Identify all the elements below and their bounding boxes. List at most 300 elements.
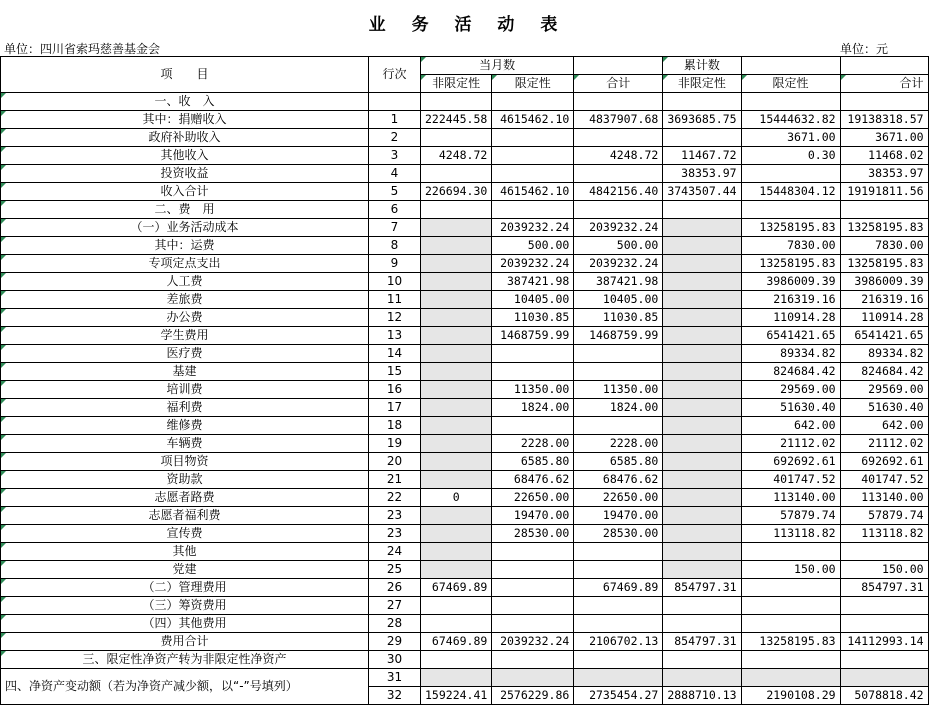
row-line-number[interactable]: 2 [369,129,421,147]
cell-c-tot[interactable]: 14112993.14 [840,633,928,651]
row-item[interactable]: 其中：捐赠收入 [1,111,369,129]
cell-c-tot[interactable] [840,615,928,633]
row-item[interactable]: 宣传费 [1,525,369,543]
header-line[interactable]: 行次 [369,57,421,93]
row-line-number[interactable]: 7 [369,219,421,237]
cell-m-tot[interactable] [574,345,663,363]
cell-c-tot[interactable]: 216319.16 [840,291,928,309]
row-item[interactable]: 人工费 [1,273,369,291]
cell-m-re[interactable]: 2039232.24 [492,219,574,237]
cell-m-tot[interactable]: 19470.00 [574,507,663,525]
cell-m-un[interactable] [421,507,492,525]
cell-c-un[interactable] [663,327,741,345]
cell-c-un[interactable] [663,93,741,111]
cell-c-un[interactable] [663,507,741,525]
cell-c-re[interactable]: 13258195.83 [741,633,840,651]
row-item[interactable]: 项目物资 [1,453,369,471]
cell-m-un[interactable]: 0 [421,489,492,507]
table-row [1,255,929,273]
cell-c-re[interactable] [741,165,840,183]
cell-m-un[interactable] [421,363,492,381]
cell-m-un[interactable] [421,201,492,219]
cell-m-tot[interactable]: 4248.72 [574,147,663,165]
header-cumulative-restricted[interactable]: 限定性 [741,75,840,93]
cell-c-tot[interactable]: 7830.00 [840,237,928,255]
cell-c-tot[interactable] [840,93,928,111]
cell-m-re[interactable] [492,651,574,669]
cell-m-re[interactable] [492,597,574,615]
table-row [1,345,929,363]
cell-c-un[interactable] [663,489,741,507]
row-line-number[interactable]: 14 [369,345,421,363]
cell-c-re[interactable]: 13258195.83 [741,219,840,237]
row-item[interactable]: 一、收 入 [1,93,369,111]
table-row [1,471,929,489]
net-change-body [1,669,929,705]
row-item[interactable]: 维修费 [1,417,369,435]
table-row [1,327,929,345]
table-row [1,237,929,255]
cell-m-un[interactable]: 4248.72 [421,147,492,165]
cell-m-un[interactable] [421,237,492,255]
row-item[interactable]: （一）业务活动成本 [1,219,369,237]
row-item[interactable]: （三）筹资费用 [1,597,369,615]
header-cumulative[interactable]: 累计数 [663,57,741,75]
cell-m-re[interactable] [492,165,574,183]
cell-c-un[interactable] [663,219,741,237]
cell-m-re[interactable]: 1468759.99 [492,327,574,345]
cell-c-re[interactable] [741,651,840,669]
cell-m-tot[interactable] [574,597,663,615]
cell-c-tot[interactable]: 19138318.57 [840,111,928,129]
cell-c-re[interactable]: 692692.61 [741,453,840,471]
net-change-line-a[interactable]: 31 [369,669,421,687]
cell-m-tot[interactable]: 28530.00 [574,525,663,543]
cell-c-un[interactable] [663,237,741,255]
table-row [1,201,929,219]
cell-c-re[interactable]: 89334.82 [741,345,840,363]
cell-m-un[interactable] [421,597,492,615]
cell-m-tot[interactable]: 2039232.24 [574,219,663,237]
cell-m-tot[interactable]: 387421.98 [574,273,663,291]
cell-m-re[interactable] [492,579,574,597]
cell-m-tot[interactable]: 68476.62 [574,471,663,489]
cell-m-un[interactable] [421,543,492,561]
row-item[interactable]: 收入合计 [1,183,369,201]
cell-c-tot[interactable]: 89334.82 [840,345,928,363]
cell-m-un[interactable] [421,399,492,417]
cell-c-un[interactable] [663,399,741,417]
cell-c-tot[interactable]: 13258195.83 [840,255,928,273]
cell-m-un[interactable] [421,93,492,111]
cell-c-tot[interactable]: 110914.28 [840,309,928,327]
cell-m-re[interactable]: 11350.00 [492,381,574,399]
net-change-line-b[interactable]: 32 [369,687,421,705]
row-line-number[interactable]: 10 [369,273,421,291]
cell-c-un[interactable] [663,273,741,291]
table-row [1,129,929,147]
cell-m-re[interactable] [492,615,574,633]
row-item[interactable]: 其他收入 [1,147,369,165]
cell-c-re[interactable]: 3671.00 [741,129,840,147]
row-item[interactable]: 医疗费 [1,345,369,363]
cell-c-re[interactable]: 21112.02 [741,435,840,453]
row-item[interactable]: 费用合计 [1,633,369,651]
cell-m-un[interactable] [421,561,492,579]
row-line-number[interactable]: 13 [369,327,421,345]
cell-c-un[interactable] [663,525,741,543]
cell-c-un[interactable] [663,453,741,471]
net-change-cumulative-total[interactable]: 5078818.42 [840,687,928,705]
currency-unit: 单位：元 [840,42,889,56]
cell-c-tot[interactable]: 3986009.39 [840,273,928,291]
row-line-number[interactable]: 19 [369,435,421,453]
cell-m-re[interactable] [492,147,574,165]
cell-m-re[interactable]: 6585.80 [492,453,574,471]
cell-c-un[interactable] [663,435,741,453]
cell-c-un[interactable] [663,615,741,633]
row-item[interactable]: 投资收益 [1,165,369,183]
table-row [1,435,929,453]
cell-c-re[interactable]: 113118.82 [741,525,840,543]
cell-c-un[interactable] [663,561,741,579]
cell-c-re[interactable]: 51630.40 [741,399,840,417]
cell-c-tot[interactable]: 29569.00 [840,381,928,399]
cell-c-re[interactable] [741,93,840,111]
cell-c-un[interactable] [663,417,741,435]
cell-m-un[interactable] [421,219,492,237]
cell-c-tot[interactable]: 642.00 [840,417,928,435]
row-line-number[interactable]: 26 [369,579,421,597]
cell-c-un[interactable] [663,651,741,669]
table-row [1,561,929,579]
row-line-number[interactable]: 30 [369,651,421,669]
row-line-number[interactable]: 17 [369,399,421,417]
table-row [1,579,929,597]
cell-m-tot[interactable] [574,561,663,579]
cell-c-re[interactable]: 29569.00 [741,381,840,399]
cell-c-un[interactable] [663,363,741,381]
cell-c-tot[interactable] [840,201,928,219]
cell-c-re[interactable] [741,615,840,633]
row-line-number[interactable]: 9 [369,255,421,273]
cell-c-un[interactable]: 11467.72 [663,147,741,165]
row-line-number[interactable]: 12 [369,309,421,327]
cell-m-un[interactable] [421,165,492,183]
cell-m-un[interactable] [421,345,492,363]
cell-m-un[interactable] [421,309,492,327]
row-line-number[interactable] [369,93,421,111]
cell-m-re[interactable] [492,93,574,111]
cell-m-tot[interactable] [574,129,663,147]
row-line-number[interactable]: 25 [369,561,421,579]
cell-m-tot[interactable]: 4842156.40 [574,183,663,201]
row-item[interactable]: 培训费 [1,381,369,399]
cell-m-tot[interactable]: 67469.89 [574,579,663,597]
row-item[interactable]: 专项定点支出 [1,255,369,273]
cell-c-un[interactable] [663,255,741,273]
cell-c-re[interactable]: 401747.52 [741,471,840,489]
row-line-number[interactable]: 16 [369,381,421,399]
table-row [1,633,929,651]
table-row [1,93,929,111]
cell-m-re[interactable]: 1824.00 [492,399,574,417]
cell-c-re[interactable]: 150.00 [741,561,840,579]
cell-m-re[interactable]: 4615462.10 [492,111,574,129]
cell-c-tot[interactable]: 692692.61 [840,453,928,471]
activity-table [0,38,929,705]
row-item[interactable]: 学生费用 [1,327,369,345]
row-line-number[interactable]: 24 [369,543,421,561]
activity-sheet [0,38,929,705]
table-row [1,507,929,525]
row-line-number[interactable]: 27 [369,597,421,615]
cell-c-re[interactable] [741,579,840,597]
row-item[interactable]: 资助款 [1,471,369,489]
cell-c-un[interactable]: 38353.97 [663,165,741,183]
cell-m-re[interactable] [492,417,574,435]
header-month[interactable]: 当月数 [421,57,574,75]
row-line-number[interactable]: 1 [369,111,421,129]
cell-m-un[interactable]: 222445.58 [421,111,492,129]
row-line-number[interactable]: 15 [369,363,421,381]
cell-c-re[interactable]: 642.00 [741,417,840,435]
cell-c-tot[interactable]: 38353.97 [840,165,928,183]
row-item[interactable]: 其中：运费 [1,237,369,255]
cell-m-re[interactable] [492,201,574,219]
header-item[interactable]: 项 目 [1,57,369,93]
cell-c-un[interactable]: 3743507.44 [663,183,741,201]
cell-m-re[interactable]: 10405.00 [492,291,574,309]
cell-c-tot[interactable] [840,543,928,561]
cell-c-un[interactable] [663,597,741,615]
cell-c-tot[interactable]: 3671.00 [840,129,928,147]
cell-m-tot[interactable]: 2039232.24 [574,255,663,273]
table-row [1,543,929,561]
row-line-number[interactable]: 4 [369,165,421,183]
cell-c-tot[interactable] [840,651,928,669]
cell-m-tot[interactable] [574,93,663,111]
organization-unit: 单位：四川省索玛慈善基金会 [4,42,161,56]
cell-c-tot[interactable]: 113118.82 [840,525,928,543]
row-item[interactable]: 福利费 [1,399,369,417]
cell-c-un[interactable] [663,381,741,399]
row-line-number[interactable]: 20 [369,453,421,471]
cell-m-tot[interactable]: 500.00 [574,237,663,255]
cell-m-tot[interactable]: 1824.00 [574,399,663,417]
cell-c-tot[interactable]: 824684.42 [840,363,928,381]
row-item[interactable]: 志愿者路费 [1,489,369,507]
cell-m-tot[interactable]: 11030.85 [574,309,663,327]
cell-c-re[interactable] [741,597,840,615]
cell-c-tot[interactable]: 13258195.83 [840,219,928,237]
cell-c-re[interactable]: 57879.74 [741,507,840,525]
cell-m-un[interactable] [421,291,492,309]
cell-m-un[interactable] [421,471,492,489]
cell-m-re[interactable] [492,561,574,579]
cell-c-un[interactable]: 3693685.75 [663,111,741,129]
cell-c-re[interactable]: 216319.16 [741,291,840,309]
row-item[interactable]: 政府补助收入 [1,129,369,147]
row-line-number[interactable]: 5 [369,183,421,201]
table-row [1,165,929,183]
cell-m-tot[interactable] [574,201,663,219]
cell-m-un[interactable] [421,525,492,543]
cell-c-tot[interactable] [840,597,928,615]
cell-c-un[interactable] [663,201,741,219]
cell-c-tot[interactable]: 57879.74 [840,507,928,525]
cell-c-tot[interactable]: 854797.31 [840,579,928,597]
cell-m-re[interactable] [492,345,574,363]
cell-c-re[interactable]: 15444632.82 [741,111,840,129]
cell-c-tot[interactable]: 19191811.56 [840,183,928,201]
cell-c-un[interactable] [663,291,741,309]
cell-c-tot[interactable]: 51630.40 [840,399,928,417]
cell-m-un[interactable] [421,651,492,669]
cell-m-tot[interactable]: 4837907.68 [574,111,663,129]
unit-row [1,38,929,57]
row-item[interactable]: 差旅费 [1,291,369,309]
cell-m-un[interactable]: 67469.89 [421,633,492,651]
cell-m-re[interactable]: 2039232.24 [492,255,574,273]
cell-m-re[interactable]: 387421.98 [492,273,574,291]
net-change-cumulative-restricted[interactable]: 2190108.29 [741,687,840,705]
net-change-month-total[interactable]: 2735454.27 [574,687,663,705]
cell-m-un[interactable] [421,129,492,147]
cell-m-tot[interactable] [574,165,663,183]
cell-c-un[interactable] [663,345,741,363]
cell-c-tot[interactable]: 113140.00 [840,489,928,507]
header-month-restricted[interactable]: 限定性 [492,75,574,93]
row-line-number[interactable]: 8 [369,237,421,255]
cell-c-re[interactable]: 113140.00 [741,489,840,507]
cell-c-tot[interactable]: 150.00 [840,561,928,579]
cell-m-tot[interactable] [574,363,663,381]
cell-c-re[interactable]: 13258195.83 [741,255,840,273]
row-item[interactable]: 志愿者福利费 [1,507,369,525]
table-row [1,309,929,327]
cell-m-un[interactable] [421,255,492,273]
cell-m-un[interactable] [421,453,492,471]
cell-c-un[interactable] [663,309,741,327]
row-item[interactable]: （二）管理费用 [1,579,369,597]
row-item[interactable]: 其他 [1,543,369,561]
row-line-number[interactable]: 28 [369,615,421,633]
cell-m-re[interactable]: 11030.85 [492,309,574,327]
cell-m-re[interactable]: 19470.00 [492,507,574,525]
cell-m-re[interactable]: 2228.00 [492,435,574,453]
cell-m-tot[interactable]: 10405.00 [574,291,663,309]
cell-c-tot[interactable]: 401747.52 [840,471,928,489]
cell-m-un[interactable] [421,381,492,399]
cell-m-re[interactable]: 2039232.24 [492,633,574,651]
net-change-label[interactable]: 四、净资产变动额（若为净资产减少额，以“-”号填列） [1,669,369,705]
cell-m-tot[interactable] [574,615,663,633]
row-item[interactable]: 二、费 用 [1,201,369,219]
header-cumulative-unrestricted[interactable]: 非限定性 [663,75,741,93]
row-line-number[interactable]: 18 [369,417,421,435]
cell-m-re[interactable]: 68476.62 [492,471,574,489]
cell-m-tot[interactable]: 2228.00 [574,435,663,453]
cell-c-un[interactable] [663,471,741,489]
row-item[interactable]: 办公费 [1,309,369,327]
header-cumulative-total[interactable]: 合计 [840,75,928,93]
cell-m-re[interactable]: 500.00 [492,237,574,255]
cell-c-re[interactable]: 110914.28 [741,309,840,327]
row-item[interactable]: 基建 [1,363,369,381]
cell-c-tot[interactable]: 21112.02 [840,435,928,453]
row-item[interactable]: 车辆费 [1,435,369,453]
row-item[interactable]: 党建 [1,561,369,579]
cell-m-tot[interactable]: 2106702.13 [574,633,663,651]
row-line-number[interactable]: 23 [369,525,421,543]
cell-c-re[interactable]: 7830.00 [741,237,840,255]
row-line-number[interactable]: 22 [369,489,421,507]
cell-m-un[interactable] [421,327,492,345]
cell-c-re[interactable]: 3986009.39 [741,273,840,291]
cell-c-un[interactable] [663,129,741,147]
cell-c-un[interactable]: 854797.31 [663,579,741,597]
table-body [1,38,929,93]
cell-m-un[interactable]: 67469.89 [421,579,492,597]
row-line-number[interactable]: 21 [369,471,421,489]
cell-m-re[interactable] [492,129,574,147]
cell-c-re[interactable]: 15448304.12 [741,183,840,201]
cell-m-tot[interactable]: 11350.00 [574,381,663,399]
cell-c-tot[interactable]: 11468.02 [840,147,928,165]
cell-m-re[interactable]: 22650.00 [492,489,574,507]
cell-c-tot[interactable]: 6541421.65 [840,327,928,345]
cell-c-re[interactable]: 0.30 [741,147,840,165]
row-line-number[interactable]: 6 [369,201,421,219]
row-item[interactable]: 三、限定性净资产转为非限定性净资产 [1,651,369,669]
cell-c-un[interactable]: 854797.31 [663,633,741,651]
cell-m-un[interactable] [421,273,492,291]
net-change-month-unrestricted[interactable]: 159224.41 [421,687,492,705]
cell-m-re[interactable]: 4615462.10 [492,183,574,201]
net-change-month-restricted[interactable]: 2576229.86 [492,687,574,705]
cell-m-un[interactable] [421,615,492,633]
row-line-number[interactable]: 11 [369,291,421,309]
cell-m-re[interactable]: 28530.00 [492,525,574,543]
cell-c-re[interactable] [741,543,840,561]
cell-m-tot[interactable]: 1468759.99 [574,327,663,345]
cell-c-re[interactable] [741,201,840,219]
cell-c-re[interactable]: 6541421.65 [741,327,840,345]
cell-c-re[interactable]: 824684.42 [741,363,840,381]
net-change-cumulative-unrestricted[interactable]: 2888710.13 [663,687,741,705]
table-row [1,219,929,237]
row-line-number[interactable]: 23 [369,507,421,525]
row-line-number[interactable]: 29 [369,633,421,651]
cell-m-tot[interactable] [574,417,663,435]
table-row [1,489,929,507]
cell-c-un[interactable] [663,543,741,561]
cell-m-re[interactable] [492,363,574,381]
row-item[interactable]: （四）其他费用 [1,615,369,633]
cell-m-tot[interactable] [574,543,663,561]
cell-m-re[interactable] [492,543,574,561]
cell-m-un[interactable] [421,435,492,453]
cell-m-un[interactable]: 226694.30 [421,183,492,201]
cell-m-tot[interactable]: 22650.00 [574,489,663,507]
cell-m-tot[interactable]: 6585.80 [574,453,663,471]
cell-m-un[interactable] [421,417,492,435]
header-month-unrestricted[interactable]: 非限定性 [421,75,492,93]
row-line-number[interactable]: 3 [369,147,421,165]
header-month-total[interactable]: 合计 [574,75,663,93]
cell-m-tot[interactable] [574,651,663,669]
